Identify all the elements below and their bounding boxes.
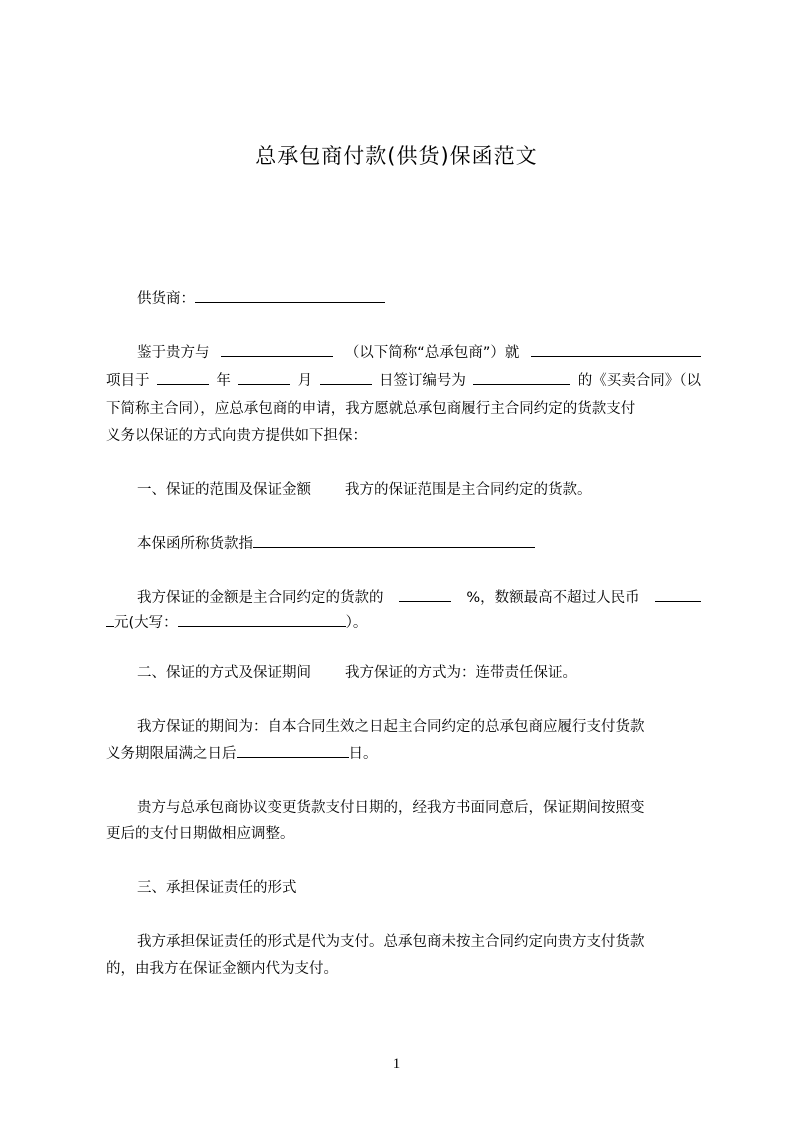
para1-text-e: 的《买卖合同》（以 bbox=[577, 373, 701, 389]
general-contractor-blank[interactable] bbox=[221, 342, 333, 357]
period-line1: 我方保证的期间为：自本合同生效之日起主合同约定的总承包商应履行支付货款 bbox=[137, 719, 645, 735]
section1-text: 我方的保证范围是主合同约定的货款。 bbox=[345, 482, 592, 498]
project-name-blank[interactable] bbox=[531, 342, 701, 357]
section2-heading: 二、保证的方式及保证期间 bbox=[137, 665, 311, 681]
amount-in-words-blank[interactable] bbox=[178, 612, 346, 627]
goods-ref-label: 本保函所称货款指 bbox=[137, 536, 253, 552]
amount-line2 bbox=[106, 612, 367, 634]
para1-text-b: （以下简称“总承包商”）就 bbox=[344, 345, 520, 361]
para1-line4: 义务以保证的方式向贵方提供如下担保： bbox=[106, 428, 367, 444]
section2-text: 我方保证的方式为：连带责任保证。 bbox=[345, 665, 577, 681]
amount-text-d: ）。 bbox=[345, 615, 368, 631]
amount-text-a: 我方保证的金额是主合同约定的货款的 bbox=[137, 590, 384, 606]
para1-text-a: 鉴于贵方与 bbox=[137, 345, 210, 361]
rmb-amount-blank[interactable] bbox=[655, 587, 701, 602]
para1-line2 bbox=[106, 370, 701, 392]
rmb-amount-blank-cont[interactable] bbox=[106, 612, 114, 627]
percentage-blank[interactable] bbox=[399, 587, 451, 602]
day-blank[interactable] bbox=[320, 370, 372, 385]
section2-line bbox=[137, 662, 577, 684]
amount-text-c: 元(大写： bbox=[114, 615, 178, 631]
supplier-line bbox=[137, 288, 385, 310]
contract-number-blank[interactable] bbox=[473, 370, 570, 385]
goods-ref-blank[interactable] bbox=[253, 533, 535, 548]
month-blank[interactable] bbox=[238, 370, 290, 385]
amount-line1 bbox=[137, 587, 701, 609]
change-line1: 贵方与总承包商协议变更货款支付日期的，经我方书面同意后，保证期间按照变 bbox=[137, 800, 645, 816]
section3-heading: 三、承担保证责任的形式 bbox=[137, 880, 297, 896]
period-line2 bbox=[106, 743, 378, 765]
goods-ref-line bbox=[137, 533, 535, 555]
days-blank[interactable] bbox=[237, 743, 349, 758]
supplier-label: 供货商： bbox=[137, 291, 195, 307]
supplier-blank[interactable] bbox=[195, 288, 385, 303]
period-text-b: 日。 bbox=[348, 746, 378, 762]
form-line1: 我方承担保证责任的形式是代为支付。总承包商未按主合同约定向贵方支付货款 bbox=[137, 934, 645, 950]
para1-text-month: 月 bbox=[297, 373, 313, 389]
para1-text-c: 项目于 bbox=[106, 373, 150, 389]
para1-line1 bbox=[137, 342, 701, 364]
year-blank[interactable] bbox=[157, 370, 209, 385]
page-number: 1 bbox=[392, 1056, 401, 1072]
para1-text-d: 日签订编号为 bbox=[378, 373, 466, 389]
para1-text-year: 年 bbox=[216, 373, 231, 389]
form-line2: 的，由我方在保证金额内代为支付。 bbox=[106, 961, 338, 977]
change-line2: 更后的支付日期做相应调整。 bbox=[106, 826, 295, 842]
section1-heading: 一、保证的范围及保证金额 bbox=[137, 482, 311, 498]
section1-line bbox=[137, 479, 592, 501]
period-text-a: 义务期限届满之日后 bbox=[106, 746, 237, 762]
document-title: 总承包商付款(供货)保函范文 bbox=[255, 144, 538, 168]
para1-line3: 下简称主合同），应总承包商的申请，我方愿就总承包商履行主合同约定的货款支付 bbox=[106, 401, 636, 417]
amount-text-b: %，数额最高不超过人民币 bbox=[466, 590, 640, 606]
